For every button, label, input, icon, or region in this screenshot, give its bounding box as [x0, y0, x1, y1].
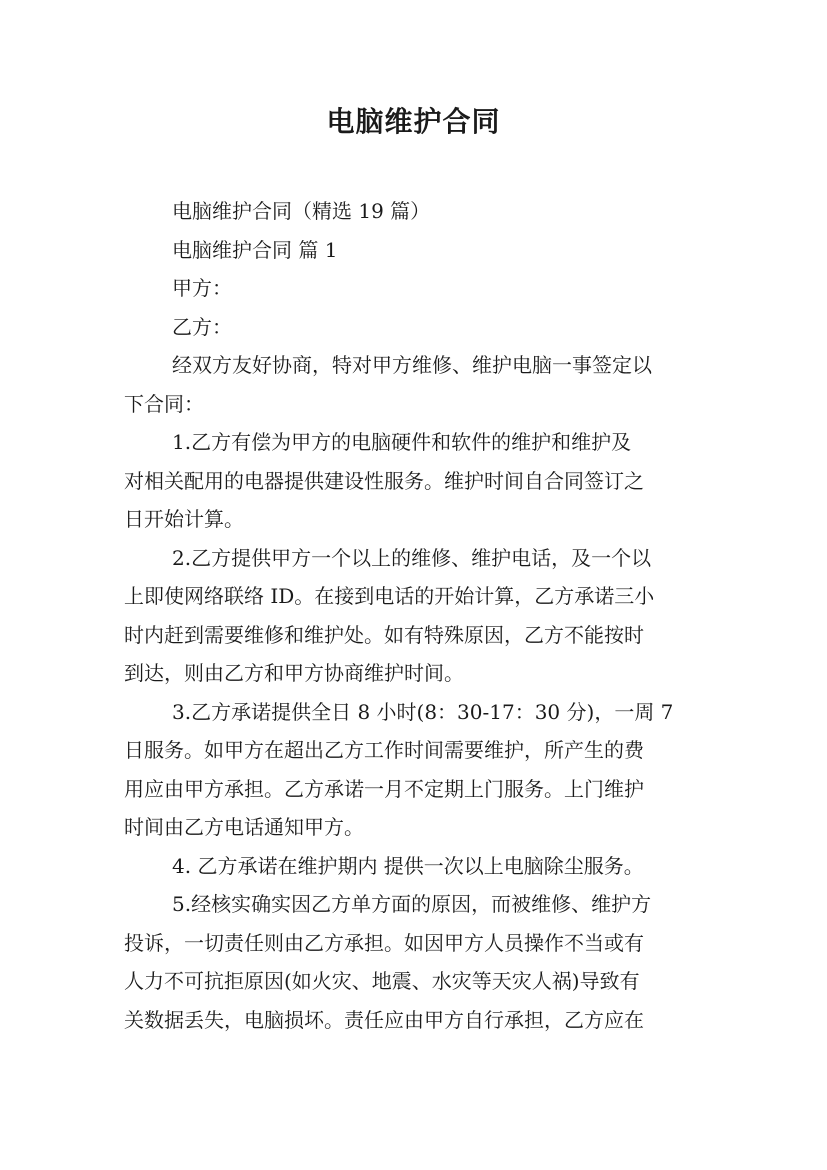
document-line: 用应由甲方承担。乙方承诺一月不定期上门服务。上门维护: [124, 776, 644, 801]
document-line: 下合同：: [124, 391, 204, 416]
document-line: 日服务。如甲方在超出乙方工作时间需要维护，所产生的费: [124, 738, 644, 762]
document-line: 甲方：: [172, 276, 232, 300]
document-line: 5.经核实确实因乙方单方面的原因，而被维修、维护方: [172, 892, 652, 916]
document-line: 对相关配用的电器提供建设性服务。维护时间自合同签订之: [124, 468, 644, 493]
document-line: 经双方友好协商，特对甲方维修、维护电脑一事签定以: [172, 353, 652, 377]
document-line: 3.乙方承诺提供全日 8 小时(8：30-17：30 分)，一周 7: [172, 699, 674, 724]
document-line: 电脑维护合同（精选 19 篇）: [172, 199, 431, 223]
document-line: 时内赶到需要维修和维护处。如有特殊原因，乙方不能按时: [124, 622, 644, 647]
document-line: 1.乙方有偿为甲方的电脑硬件和软件的维护和维护及: [172, 430, 632, 454]
document-line: 上即使网络联络 ID。在接到电话的开始计算，乙方承诺三小: [124, 584, 655, 608]
document-line: 人力不可抗拒原因(如火灾、地震、水灾等天灾人祸)导致有: [124, 969, 640, 993]
document-title: 电脑维护合同: [326, 105, 501, 138]
document-line: 到达，则由乙方和甲方协商维护时间。: [124, 661, 464, 685]
document-line: 日开始计算。: [124, 507, 244, 531]
document-body: [124, 192, 714, 1039]
document-line: 关数据丢失，电脑损坏。责任应由甲方自行承担，乙方应在: [124, 1007, 644, 1032]
document-line: 电脑维护合同 篇 1: [172, 237, 338, 262]
document-line: 2.乙方提供甲方一个以上的维修、维护电话，及一个以: [172, 545, 652, 570]
document-line: 乙方：: [172, 314, 232, 339]
document-line: 时间由乙方电话通知甲方。: [124, 815, 364, 839]
document-line: 4. 乙方承诺在维护期内 提供一次以上电脑除尘服务。: [172, 853, 644, 878]
document-line: 投诉，一切责任则由乙方承担。如因甲方人员操作不当或有: [124, 930, 644, 955]
